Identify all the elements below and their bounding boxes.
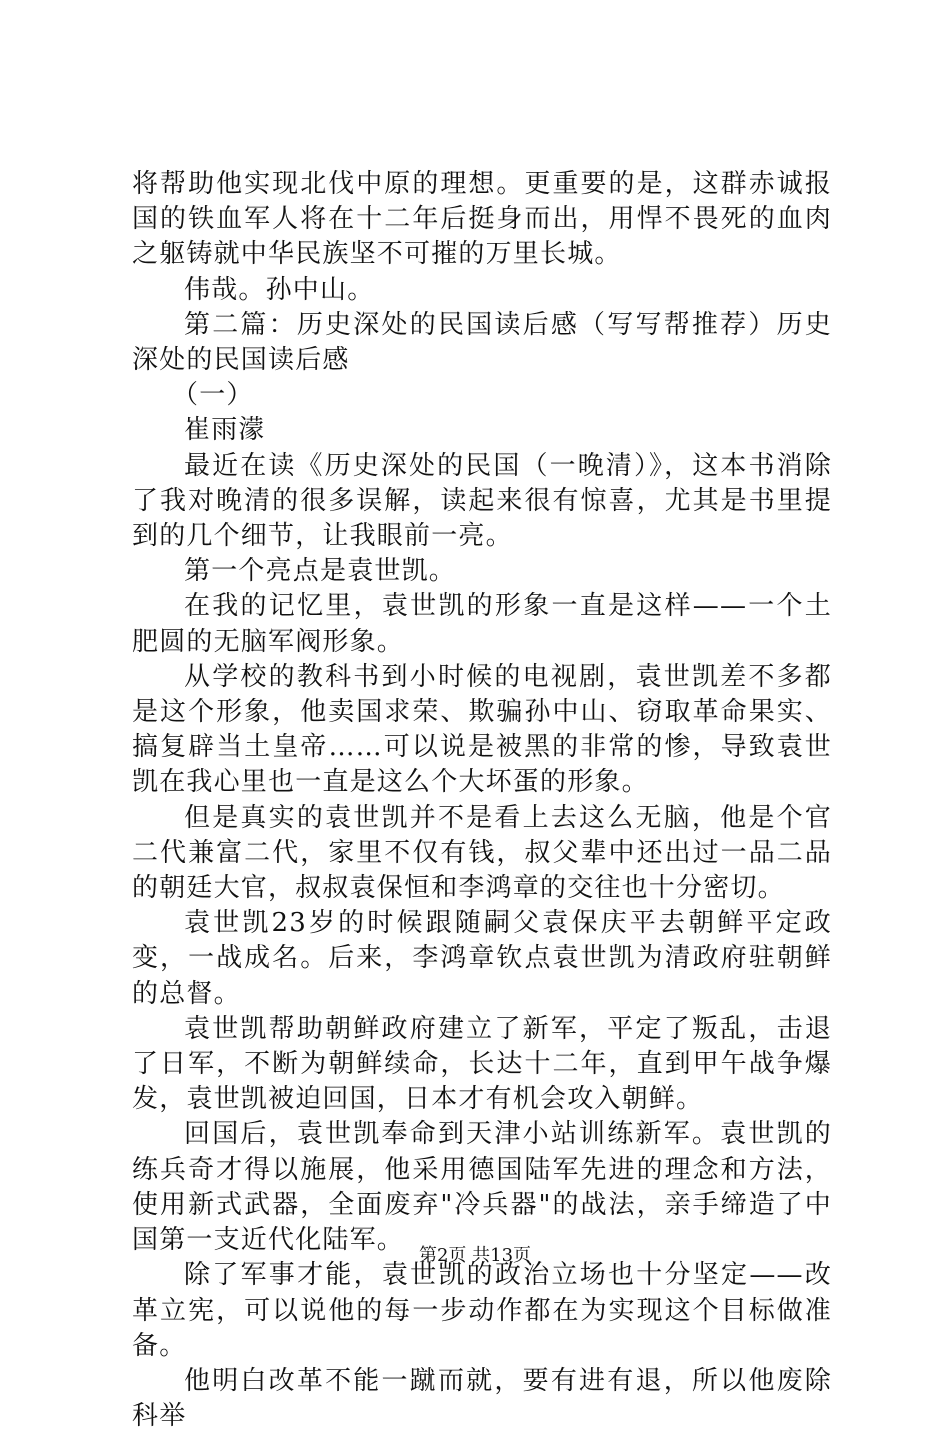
- section-number: （一）: [172, 380, 254, 411]
- page-footer: 第2页 共13页: [418, 1245, 532, 1266]
- paragraph: 他明白改革不能一蹴而就，要有进有退，所以他废除科举: [132, 1365, 832, 1432]
- paragraph: 除了军事才能，袁世凯的政治立场也十分坚定——改革立宪，可以说他的每一步动作都在为实现这个目标做准备。: [132, 1260, 832, 1361]
- paragraph: 袁世凯帮助朝鲜政府建立了新军，平定了叛乱，击退了日军，不断为朝鲜续命，长达十二年，直到甲午战争爆发，袁世凯被迫回国，日本才有机会攻入朝鲜。: [132, 1013, 832, 1115]
- paragraph: 最近在读《历史深处的民国（一晚清）》，这本书消除了我对晚清的很多误解，读起来很有惊喜，尤其是书里提到的几个细节，让我眼前一亮。: [132, 450, 832, 552]
- paragraph: 回国后，袁世凯奉命到天津小站训练新军。袁世凯的练兵奇才得以施展，他采用德国陆军先进的理念和方法，使用新式武器，全面废弃"冷兵器"的战法，亲手缔造了中国第一支近代化陆军。: [132, 1119, 832, 1256]
- paragraph: 将帮助他实现北伐中原的理想。更重要的是，这群赤诚报国的铁血军人将在十二年后挺身而出，用悍不畏死的血肉之躯铸就中华民族坚不可摧的万里长城。: [132, 169, 832, 270]
- paragraph: 但是真实的袁世凯并不是看上去这么无脑，他是个官二代兼富二代，家里不仅有钱，叔父辈中还出过一品二品的朝廷大官，叔叔袁保恒和李鸿章的交往也十分密切。: [132, 802, 832, 904]
- paragraph: 袁世凯23岁的时候跟随嗣父袁保庆平去朝鲜平定政变，一战成名。后来，李鸿章钦点袁世凯为清政府驻朝鲜的总督。: [132, 908, 832, 1009]
- paragraph: 在我的记忆里，袁世凯的形象一直是这样——一个土肥圆的无脑军阀形象。: [132, 591, 832, 657]
- section-heading: 第二篇：历史深处的民国读后感（写写帮推荐）历史深处的民国读后感: [132, 309, 832, 376]
- paragraph: 伟哉。孙中山。: [184, 274, 375, 305]
- paragraph: 第一个亮点是袁世凯。: [184, 556, 457, 587]
- author-name: 崔雨濛: [184, 415, 266, 446]
- paragraph: 从学校的教科书到小时候的电视剧，袁世凯差不多都是这个形象，他卖国求荣、欺骗孙中山、窃取革命果实、搞复辟当土皇帝……可以说是被黑的非常的惨，导致袁世凯在我心里也一直是这么个大坏蛋的形象。: [132, 661, 832, 798]
